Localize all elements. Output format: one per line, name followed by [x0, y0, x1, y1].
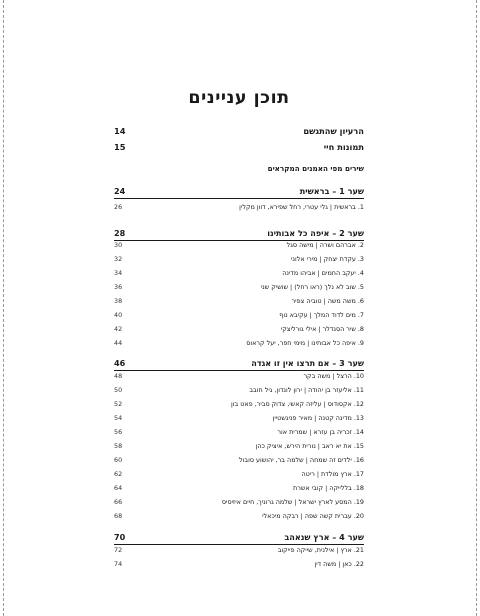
toc-item-label: 3. עקדת יצחק | מירי אלוני — [290, 255, 364, 263]
section-title: שער 3 – אם תרצו אין זו אגדה — [251, 358, 364, 368]
toc-item[interactable] — [114, 203, 364, 211]
section-title: שער 2 – איפה כל אבותינו — [267, 228, 364, 238]
section-page: 70 — [114, 532, 126, 542]
toc-item[interactable] — [114, 414, 364, 422]
toc-item-page: 74 — [114, 560, 123, 568]
toc-item[interactable] — [114, 470, 364, 478]
toc-item-page: 38 — [114, 297, 123, 305]
toc-item-page: 32 — [114, 255, 123, 263]
toc-item-label: 2. אברהם ושרה | מישה סגל — [286, 241, 364, 249]
toc-item[interactable] — [114, 484, 364, 492]
toc-item-label: 17. ארץ מולדת | ריטה — [301, 470, 364, 478]
toc-page — [114, 0, 364, 616]
toc-item-label: 8. שיר הסנדלר | אילי גורליצקי — [280, 325, 364, 333]
toc-item-page: 58 — [114, 442, 123, 450]
toc-item-label: 20. עברית קשה שפה | רבקה מיכאלי — [262, 512, 364, 520]
toc-entry-label: הרעיון שהתגשם — [303, 126, 364, 136]
toc-item-page: 64 — [114, 484, 123, 492]
toc-item[interactable] — [114, 400, 364, 408]
toc-item[interactable] — [114, 372, 364, 380]
toc-item[interactable] — [114, 241, 364, 249]
toc-item-label: 19. המסע לארץ ישראל | שלמה גרוניך, חיים איזיסיס — [221, 498, 364, 506]
section-heading[interactable] — [114, 186, 364, 196]
toc-item-label: 22. כאן | משה דין — [314, 560, 364, 568]
toc-item[interactable] — [114, 255, 364, 263]
section-page: 24 — [114, 186, 126, 196]
toc-item-label: 7. מים לדוד המלך | עקיבא נוף — [279, 311, 364, 319]
scan-edge-left — [3, 0, 4, 616]
toc-item-page: 72 — [114, 546, 123, 554]
toc-item[interactable] — [114, 339, 364, 347]
songs-subheading: שירים מפי האמנים המקראים — [267, 164, 364, 173]
section-rule — [114, 370, 364, 371]
toc-item-page: 30 — [114, 241, 123, 249]
toc-item-label: 11. אליעזר בן יהודה | ירון לונדון, גיל חובב — [249, 386, 364, 394]
toc-item-label: 6. משה משה | טוביה צפיר — [291, 297, 364, 305]
section-heading[interactable] — [114, 532, 364, 542]
toc-item-page: 50 — [114, 386, 123, 394]
page-title: תוכן עניינים — [188, 88, 290, 108]
toc-item-label: 21. ארץ | אילנית, שייקה פייקוב — [277, 546, 364, 554]
toc-item-label: 13. מדינה קטנה | מאיר פניגשטיין — [272, 414, 364, 422]
toc-item[interactable] — [114, 325, 364, 333]
section-page: 46 — [114, 358, 126, 368]
toc-item-page: 26 — [114, 203, 123, 211]
section-rule — [114, 198, 364, 199]
section-title: שער 1 – בראשית — [299, 186, 364, 196]
toc-item-label: 12. אקסודוס | עליזה קאשי, צדוק סביר, פאט בון — [231, 400, 364, 408]
toc-item-page: 34 — [114, 269, 123, 277]
toc-item-page: 66 — [114, 498, 123, 506]
toc-item-page: 42 — [114, 325, 123, 333]
toc-item-page: 48 — [114, 372, 123, 380]
toc-item-page: 54 — [114, 414, 123, 422]
toc-item[interactable] — [114, 560, 364, 568]
toc-item-label: 16. ילדים זה שמחה | שלמה בר, יהושוע סובול — [239, 456, 364, 464]
toc-item[interactable] — [114, 311, 364, 319]
toc-item[interactable] — [114, 386, 364, 394]
toc-item[interactable] — [114, 546, 364, 554]
toc-item-label: 5. שוב לא נלך (ראו רחל) | שושיק שני — [260, 283, 364, 291]
toc-item-page: 44 — [114, 339, 123, 347]
toc-item-page: 40 — [114, 311, 123, 319]
toc-item-page: 68 — [114, 512, 123, 520]
section-rule — [114, 544, 364, 545]
toc-item-label: 10. הרצל | משה בקר — [303, 372, 364, 380]
section-title: שער 4 – ארץ שנאהב — [284, 532, 364, 542]
toc-item-label: 18. בללייקה | קובי אשרת — [293, 484, 364, 492]
section-page: 28 — [114, 228, 126, 238]
toc-item-label: 9. איפה כל אבותינו | מימי חפר, יעל קראוס — [246, 339, 364, 347]
toc-item[interactable] — [114, 428, 364, 436]
toc-item[interactable] — [114, 442, 364, 450]
toc-item[interactable] — [114, 297, 364, 305]
toc-item-label: 4. יעקב החמים | אביהו מדינה — [282, 269, 364, 277]
toc-item-page: 36 — [114, 283, 123, 291]
toc-item[interactable] — [114, 498, 364, 506]
toc-item[interactable] — [114, 283, 364, 291]
toc-item-page: 52 — [114, 400, 123, 408]
toc-item-label: 15. את יא ראב | נורית הירש, איציק כהן — [255, 442, 364, 450]
toc-entry-page: 14 — [114, 126, 126, 136]
toc-entry-label: תמונות חיי — [323, 142, 364, 152]
toc-item-label: 1. בראשית | גלי עטרי, רחל שפירא, דוון מקלין — [239, 203, 364, 211]
toc-item[interactable] — [114, 512, 364, 520]
toc-entry[interactable] — [114, 142, 364, 152]
section-heading[interactable] — [114, 358, 364, 368]
toc-item-page: 56 — [114, 428, 123, 436]
toc-item[interactable] — [114, 269, 364, 277]
section-heading[interactable] — [114, 228, 364, 238]
toc-item-label: 14. זכריה בן עזרא | שמרית אור — [277, 428, 364, 436]
toc-item-page: 62 — [114, 470, 123, 478]
toc-item-page: 60 — [114, 456, 123, 464]
scan-edge-right — [476, 0, 477, 616]
toc-entry[interactable] — [114, 126, 364, 136]
toc-item[interactable] — [114, 456, 364, 464]
toc-entry-page: 15 — [114, 142, 126, 152]
